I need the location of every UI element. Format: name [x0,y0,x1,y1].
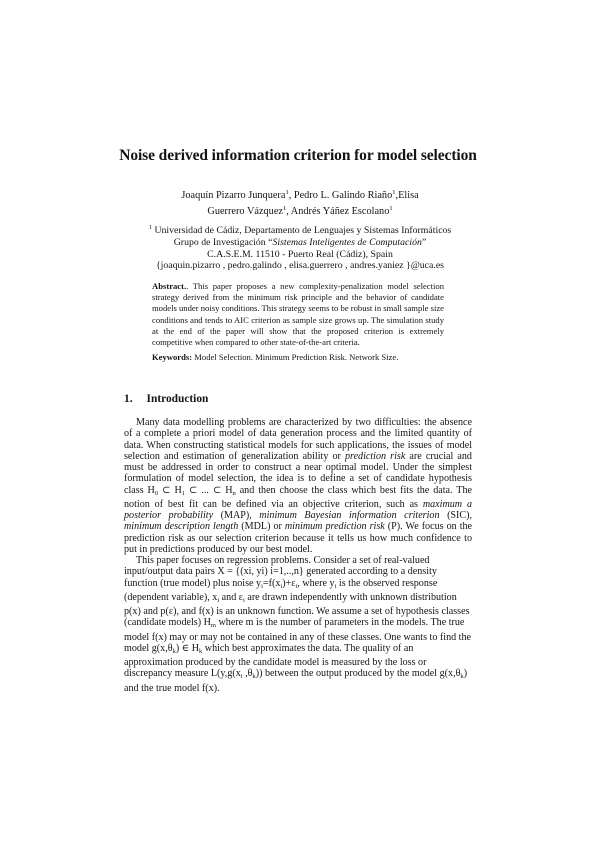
affiliation-block [140,222,460,272]
keywords-label: Keywords: [152,352,193,362]
italic-term: prediction risk [344,450,406,462]
author-name: Pedro L. Galindo Riaño [293,190,393,201]
affiliation-mark: 1 [282,205,287,212]
text-run: )) between the output produced by the model g(x,θ [255,668,461,680]
author-separator: , [395,190,399,201]
text-run: (MDL) or [238,521,285,533]
subscript: i [280,582,283,590]
keywords [152,352,452,363]
text-run: ⊂ H [158,484,182,496]
italic-term: maximum a posterior probability [124,498,472,521]
keywords-text: Model Selection. Minimum Prediction Risk. Network Size. [192,352,399,362]
text-run: are crucial and must be addressed in order to construct a near optimal model. Under the simplest formulation of model selection, the idea is to define a set of candidate hypothesis class H [124,450,472,496]
text-run: =f(x [262,577,281,589]
author-separator: , [288,190,294,201]
subscript: k [199,647,203,655]
subscript: 0 [154,489,159,497]
author-name: Andrés Yáñez Escolano [290,206,390,217]
author-name: Joaquín Pizarro Junquera [181,190,286,201]
affiliation-address: C.A.S.E.M. 11510 - Puerto Real (Cádiz), Spain [207,248,393,260]
text-run: is the observed response (dependent variable), x [124,577,438,603]
text-run: (SIC), [439,510,473,521]
section-heading [124,393,208,405]
subscript: k [172,647,176,655]
affiliation-emails: {joaquin.pizarro , pedro.galindo , elisa.guerrero , andres.yaniez }@uca.es [155,260,444,272]
author-separator: , [286,206,291,217]
subscript: k [252,673,256,681]
text-run: ) ∈ H [175,642,199,654]
subscript: i [334,582,337,590]
paragraph-2 [124,555,472,694]
author-list [175,186,425,218]
text-run: , where y [297,577,335,589]
section-number: 1. [124,393,133,405]
text-run: ⊂ ... ⊂ H [184,484,233,496]
affiliation-mark: 1 [285,189,289,196]
subscript: i [217,596,220,604]
subscript: i [243,596,245,604]
paragraph-1 [124,417,472,555]
affiliation-mark: 1 [148,224,152,231]
text-run: and ε [219,591,243,603]
text-run: Many data modelling problems are characterized by two difficulties: the absence of a complete a priori model of data generation process and the limited quantity of data. When constructing statistical models for such applications, the issues of model selection and estimation of generalization ability or [124,417,472,462]
italic-term: minimum prediction risk [284,521,385,533]
section-body [124,417,472,694]
text-run: which best approximates the data. The quality of an approximation produced by the candidate model is measured by the loss or discrepancy measure L(y,g(x [124,642,427,680]
text-run: where m is the number of parameters in the models. The true model f(x) may or may not be contained in any of these classes. One wants to find the model g(x,θ [124,617,472,654]
text-run: This paper focuses on regression problems. Consider a set of real-valued input/output data pairs X = {(xi, yi) i=1,..,n} generated according to a density function (true model) plus noise y [124,555,437,589]
text-run: (P). We focus on the prediction risk as our selection criterion because it tells us how much confidence to put in predictions produced by our best model. [124,521,473,555]
subscript: 1 [181,489,185,497]
subscript: m [210,622,216,630]
affiliation-group-suffix: ” [421,236,427,248]
affiliation-mark: 1 [392,189,396,196]
text-run: ,θ [242,668,253,680]
text-run: )+ε [282,577,296,589]
text-run: are drawn independently with unknown distribution p(x) and p(ε), and f(x) is an unknown function. We assume a set of hypothesis classes (candidate models) H [124,591,470,629]
abstract-label: Abstract. [152,281,187,291]
abstract [152,281,444,348]
affiliation-group-prefix: Grupo de Investigación “ [173,236,273,248]
subscript: i [295,582,298,590]
text-run: ) and the true model f(x). [124,668,468,694]
affiliation-mark: 1 [389,205,393,212]
affiliation-university: Universidad de Cádiz, Departamento de Lenguajes y Sistemas Informáticos [154,225,452,236]
italic-term: minimum description length [124,521,239,533]
affiliation-line [140,222,460,237]
author-name: Elisa Guerrero Vázquez [207,190,419,217]
subscript: n [232,489,236,497]
affiliation-line [140,237,460,249]
subscript: i [261,582,263,590]
text-run: (MAP), [213,510,260,521]
section-title: Introduction [146,393,209,405]
paper-title: Noise derived information criterion for model selection [119,147,477,164]
text-run: and then choose the class which best fits the data. The notion of best fit can be defined via an objective criterion, such as [124,484,473,510]
subscript: i [240,673,243,681]
affiliation-group-name: Sistemas Inteligentes de Computación [272,236,422,248]
subscript: k [460,673,464,681]
abstract-text: . This paper proposes a new complexity-penalization model selection strategy derived from the minimum risk principle and the behavior of candidate models under noisy conditions. This strategy seems to be robust in small sample size conditions and tends to AIC criterion as sample size grows up. The simulation study at the end of the paper will show that the proposed criterion is extremely competitive when compared to other state-of-the-art criteria. [152,281,444,348]
italic-term: minimum Bayesian information criterion [259,510,440,521]
